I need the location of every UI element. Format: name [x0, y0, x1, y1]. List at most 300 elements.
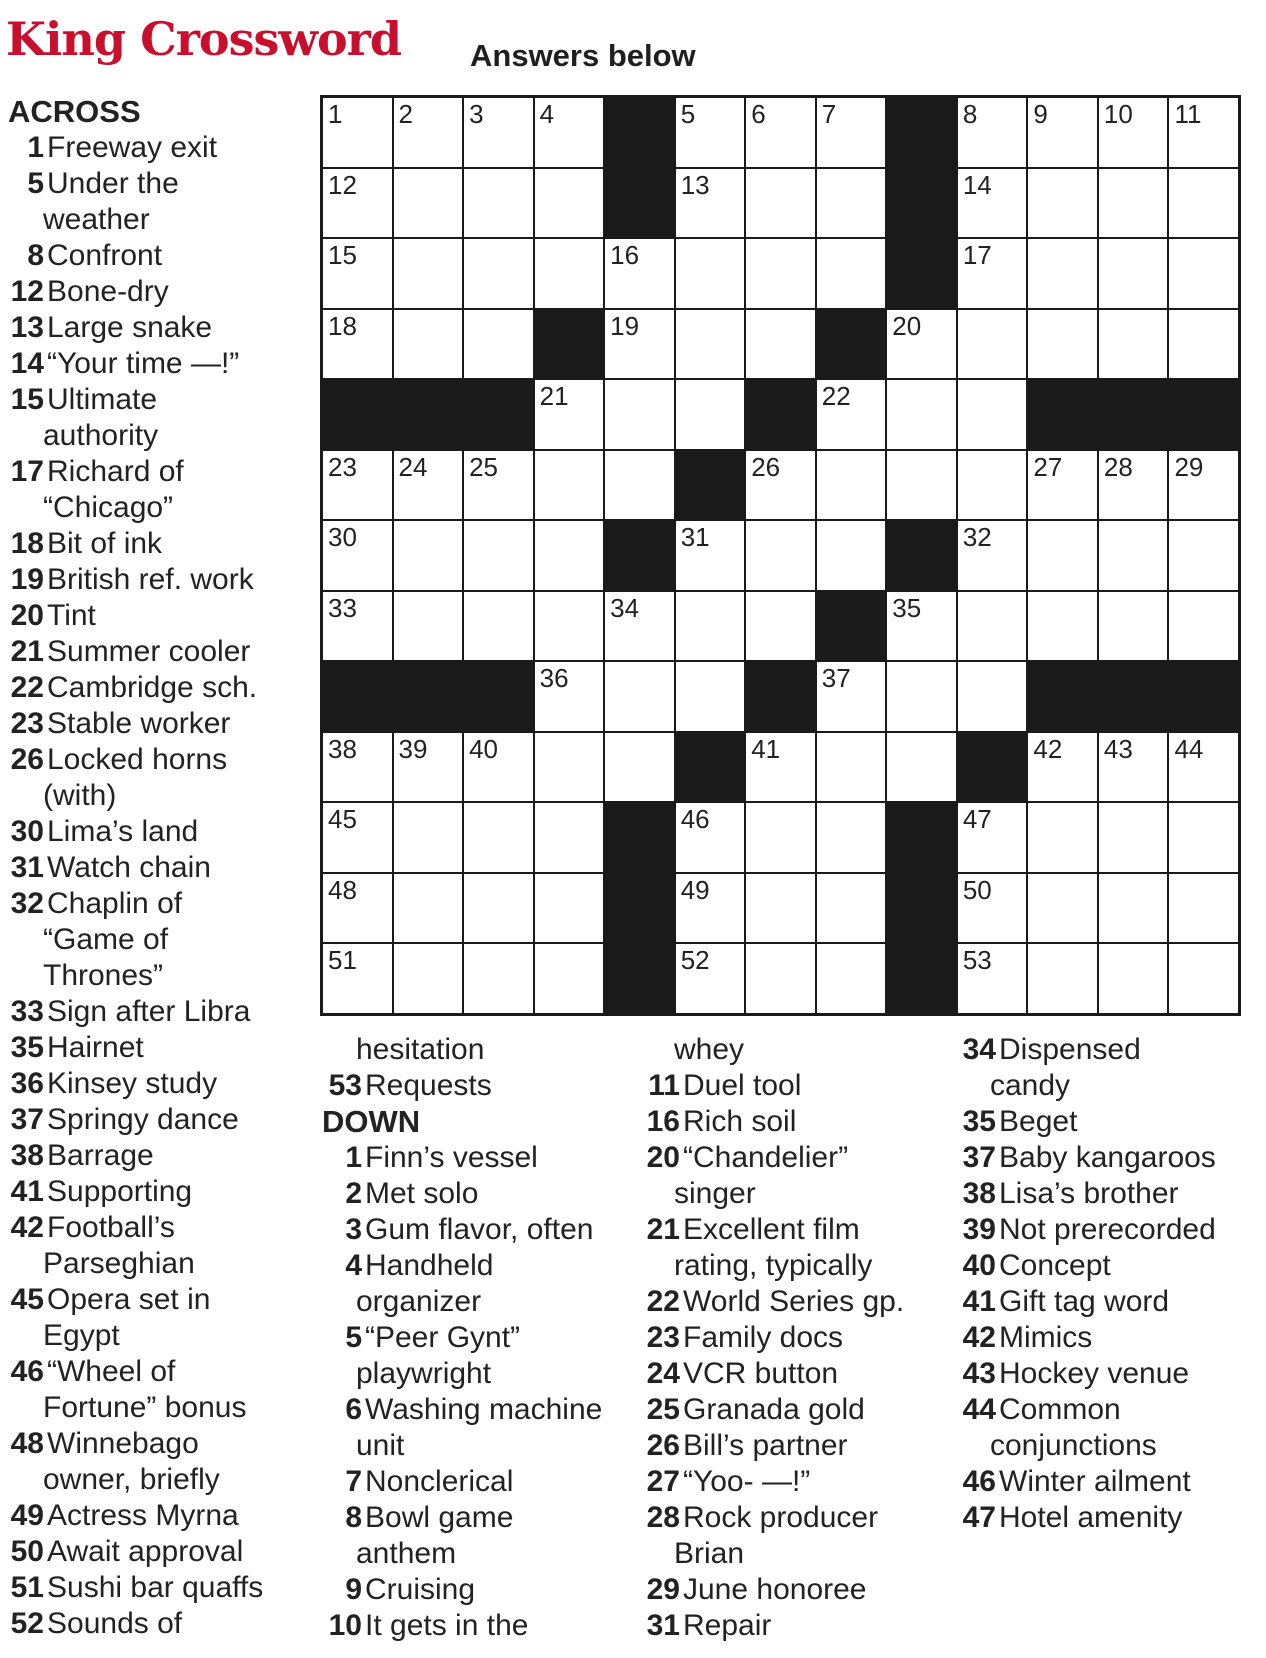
clue-text: “Chicago” — [43, 491, 174, 524]
grid-cell[interactable] — [535, 521, 604, 590]
clue-number: 20 — [10, 599, 44, 632]
cell-number: 50 — [962, 874, 992, 905]
clue-text: British ref. work — [47, 563, 254, 596]
grid-cell[interactable] — [464, 451, 533, 520]
cell-number: 44 — [1174, 733, 1204, 764]
black-square — [394, 662, 463, 731]
cell-number: 1 — [328, 99, 343, 129]
clue-text: Egypt — [43, 1319, 120, 1352]
clue — [956, 1464, 1261, 1500]
clue-text: Summer cooler — [47, 635, 251, 668]
black-square — [958, 733, 1027, 802]
grid-cell[interactable] — [323, 310, 392, 379]
grid-cell[interactable] — [605, 380, 674, 449]
clue — [8, 166, 300, 202]
grid-cell[interactable] — [1099, 592, 1168, 661]
clue-text: Bill’s partner — [683, 1429, 848, 1462]
grid-cell[interactable] — [535, 662, 604, 731]
grid-cell[interactable] — [535, 733, 604, 802]
clue-number: 25 — [646, 1393, 680, 1426]
cell-number: 20 — [892, 310, 922, 341]
clue-text: Duel tool — [683, 1069, 802, 1102]
grid-cell[interactable] — [676, 169, 745, 238]
grid-cell[interactable] — [605, 592, 674, 661]
clue — [8, 1102, 300, 1138]
grid-cell[interactable] — [1099, 98, 1168, 167]
clue — [8, 454, 300, 490]
grid-cell[interactable] — [746, 733, 815, 802]
clue-text: Not prerecorded — [999, 1213, 1216, 1246]
grid-cell[interactable] — [746, 592, 815, 661]
grid-cell[interactable] — [817, 451, 886, 520]
cell-number: 6 — [751, 99, 766, 129]
clue-continuation — [8, 922, 300, 958]
black-square — [817, 592, 886, 661]
grid-cell[interactable] — [464, 521, 533, 590]
grid-cell[interactable] — [958, 239, 1027, 308]
clue-text: Under the — [47, 167, 179, 200]
clue-number: 27 — [646, 1465, 680, 1498]
cell-number: 8 — [962, 99, 978, 129]
clue — [640, 1500, 945, 1536]
grid-cell[interactable] — [1099, 169, 1168, 238]
grid-cell[interactable] — [323, 944, 392, 1013]
grid-cell[interactable] — [1028, 592, 1097, 661]
clue-text: Lima’s land — [47, 815, 199, 848]
clue-number: 48 — [10, 1427, 44, 1460]
grid-cell[interactable] — [323, 874, 392, 943]
clue-continuation — [322, 1032, 622, 1068]
clue-text: “Chandelier” — [683, 1141, 849, 1174]
grid-cell[interactable] — [323, 733, 392, 802]
grid-cell[interactable] — [1028, 874, 1097, 943]
grid-cell[interactable] — [394, 592, 463, 661]
grid-cell[interactable] — [323, 98, 392, 167]
clue — [8, 1534, 300, 1570]
grid-cell[interactable] — [1099, 310, 1168, 379]
clue-number: 46 — [962, 1465, 996, 1498]
clue-text: Cruising — [365, 1573, 476, 1606]
black-square — [605, 944, 674, 1013]
clue — [956, 1032, 1261, 1068]
grid-cell[interactable] — [535, 239, 604, 308]
clue-text: VCR button — [683, 1357, 839, 1390]
grid-cell[interactable] — [1099, 944, 1168, 1013]
clue-number: 12 — [10, 275, 44, 308]
clue-text: Tint — [47, 599, 96, 632]
grid-cell[interactable] — [1028, 239, 1097, 308]
grid-cell[interactable] — [535, 874, 604, 943]
grid-cell[interactable] — [1028, 944, 1097, 1013]
grid-cell[interactable] — [676, 239, 745, 308]
clue-continuation — [640, 1032, 945, 1068]
clue — [956, 1140, 1261, 1176]
grid-cell[interactable] — [958, 310, 1027, 379]
clue-text: “Yoo- —!” — [683, 1465, 811, 1498]
grid-cell[interactable] — [817, 803, 886, 872]
clue-continuation — [322, 1428, 622, 1464]
section-heading: ACROSS — [8, 94, 141, 129]
clue-number: 7 — [345, 1465, 362, 1498]
black-square — [323, 380, 392, 449]
grid-cell[interactable] — [464, 310, 533, 379]
clue-text: Confront — [47, 239, 163, 272]
clue — [640, 1104, 945, 1140]
grid-cell[interactable] — [605, 310, 674, 379]
clue — [956, 1500, 1261, 1536]
grid-cell[interactable] — [394, 874, 463, 943]
grid-cell[interactable] — [1028, 98, 1097, 167]
clue-number: 35 — [10, 1031, 44, 1064]
grid-cell[interactable] — [605, 733, 674, 802]
clue-text: Springy dance — [47, 1103, 239, 1136]
cell-number: 3 — [469, 99, 484, 129]
clue-column-4 — [956, 1032, 1261, 1536]
clue — [8, 742, 300, 778]
grid-cell[interactable] — [394, 239, 463, 308]
grid-cell[interactable] — [535, 803, 604, 872]
grid-cell[interactable] — [394, 451, 463, 520]
clue — [8, 346, 300, 382]
clue-number: 19 — [10, 563, 44, 596]
clue — [322, 1248, 622, 1284]
grid-cell[interactable] — [958, 803, 1027, 872]
clue-continuation — [8, 418, 300, 454]
grid-cell[interactable] — [605, 239, 674, 308]
grid-cell[interactable] — [676, 380, 745, 449]
clue — [8, 1570, 300, 1606]
black-square — [887, 98, 956, 167]
clue-number: 23 — [10, 707, 44, 740]
clue — [322, 1392, 622, 1428]
clue-text: Mimics — [999, 1321, 1093, 1354]
grid-cell[interactable] — [1028, 169, 1097, 238]
clue-text: rating, typically — [674, 1249, 873, 1282]
grid-cell[interactable] — [535, 98, 604, 167]
cell-number: 27 — [1033, 451, 1063, 482]
grid-cell[interactable] — [1028, 521, 1097, 590]
grid-cell[interactable] — [464, 874, 533, 943]
clue-number: 46 — [10, 1355, 44, 1388]
grid-cell[interactable] — [1169, 169, 1238, 238]
cell-number: 33 — [328, 592, 357, 623]
cell-number: 12 — [328, 169, 357, 200]
black-square — [605, 169, 674, 238]
grid-cell[interactable] — [323, 239, 392, 308]
clue-column-1 — [8, 94, 300, 1642]
grid-cell[interactable] — [464, 592, 533, 661]
clue — [956, 1176, 1261, 1212]
grid-cell[interactable] — [746, 451, 815, 520]
black-square — [464, 662, 533, 731]
cell-number: 47 — [962, 804, 992, 835]
grid-cell[interactable] — [676, 98, 745, 167]
clue-text: Hockey venue — [999, 1357, 1190, 1390]
black-square — [746, 662, 815, 731]
clue-text: Large snake — [47, 311, 213, 344]
grid-cell[interactable] — [887, 662, 956, 731]
clue-text: Locked horns — [47, 743, 228, 776]
grid-cell[interactable] — [958, 521, 1027, 590]
clue-text: Watch chain — [47, 851, 211, 884]
black-square — [887, 239, 956, 308]
grid-cell[interactable] — [1169, 521, 1238, 590]
clue — [8, 1606, 300, 1642]
clue — [640, 1320, 945, 1356]
grid-cell[interactable] — [958, 944, 1027, 1013]
clue-continuation — [8, 1390, 300, 1426]
grid-cell[interactable] — [1169, 874, 1238, 943]
grid-cell[interactable] — [1169, 98, 1238, 167]
grid-cell[interactable] — [464, 239, 533, 308]
clue-text: Common — [999, 1393, 1121, 1426]
clue-text: Dispensed — [999, 1033, 1141, 1066]
grid-cell[interactable] — [887, 380, 956, 449]
grid-cell[interactable] — [958, 169, 1027, 238]
clue-number: 52 — [10, 1607, 44, 1640]
cell-number: 7 — [821, 99, 837, 129]
grid-cell[interactable] — [394, 521, 463, 590]
grid-cell[interactable] — [746, 98, 815, 167]
clue-text: Brian — [674, 1537, 745, 1570]
clue-text: Handheld — [365, 1249, 494, 1282]
grid-cell[interactable] — [535, 944, 604, 1013]
grid-cell[interactable] — [1169, 944, 1238, 1013]
grid-cell[interactable] — [323, 521, 392, 590]
black-square — [676, 451, 745, 520]
grid-cell[interactable] — [535, 592, 604, 661]
grid-cell[interactable] — [676, 874, 745, 943]
cell-number: 31 — [680, 522, 710, 553]
clue-number: 5 — [27, 167, 44, 200]
clue — [640, 1284, 945, 1320]
clue-text: It gets in the — [365, 1609, 529, 1642]
grid-cell[interactable] — [1099, 733, 1168, 802]
clue-text: Parseghian — [43, 1247, 195, 1280]
grid-cell[interactable] — [394, 169, 463, 238]
clue-text: Kinsey study — [47, 1067, 218, 1100]
grid-cell[interactable] — [464, 169, 533, 238]
grid-cell[interactable] — [1169, 733, 1238, 802]
grid-cell[interactable] — [887, 592, 956, 661]
grid-cell[interactable] — [394, 944, 463, 1013]
grid-cell[interactable] — [958, 380, 1027, 449]
grid-cell[interactable] — [323, 803, 392, 872]
clue-text: Bit of ink — [47, 527, 163, 560]
grid-cell[interactable] — [394, 98, 463, 167]
grid-cell[interactable] — [887, 733, 956, 802]
grid-cell[interactable] — [323, 451, 392, 520]
grid-cell[interactable] — [817, 944, 886, 1013]
grid-cell[interactable] — [1099, 803, 1168, 872]
grid-cell[interactable] — [817, 239, 886, 308]
grid-cell[interactable] — [958, 592, 1027, 661]
clue — [8, 886, 300, 922]
clue — [8, 634, 300, 670]
grid-cell[interactable] — [676, 521, 745, 590]
clue-text: Hairnet — [47, 1031, 144, 1064]
cell-number: 32 — [962, 522, 992, 553]
grid-cell[interactable] — [676, 803, 745, 872]
clue-column-3 — [640, 1032, 945, 1644]
grid-cell[interactable] — [1169, 310, 1238, 379]
grid-cell[interactable] — [464, 944, 533, 1013]
black-square — [887, 944, 956, 1013]
clue-number: 15 — [10, 383, 44, 416]
grid-cell[interactable] — [676, 662, 745, 731]
clue-text: Baby kangaroos — [999, 1141, 1216, 1174]
clue-number: 31 — [10, 851, 44, 884]
cell-number: 24 — [398, 451, 428, 482]
cell-number: 29 — [1174, 451, 1204, 482]
grid-cell[interactable] — [1099, 451, 1168, 520]
grid-cell[interactable] — [817, 521, 886, 590]
clue-number: 13 — [10, 311, 44, 344]
clue-continuation — [322, 1284, 622, 1320]
grid-cell[interactable] — [1028, 310, 1097, 379]
grid-cell[interactable] — [464, 733, 533, 802]
clue-text: Winter ailment — [999, 1465, 1191, 1498]
clue — [640, 1212, 945, 1248]
grid-cell[interactable] — [464, 98, 533, 167]
grid-cell[interactable] — [817, 733, 886, 802]
cell-number: 2 — [398, 99, 413, 129]
black-square — [1099, 662, 1168, 731]
grid-cell[interactable] — [1099, 874, 1168, 943]
clue-text: Football’s — [47, 1211, 175, 1244]
clue-text: “Wheel of — [47, 1355, 176, 1388]
clue-text: Freeway exit — [47, 131, 218, 164]
grid-cell[interactable] — [605, 662, 674, 731]
grid-cell[interactable] — [1099, 521, 1168, 590]
clue-text: candy — [990, 1069, 1071, 1102]
grid-cell[interactable] — [1169, 592, 1238, 661]
grid-cell[interactable] — [817, 169, 886, 238]
grid-cell[interactable] — [746, 169, 815, 238]
cell-number: 52 — [680, 945, 710, 976]
grid-cell[interactable] — [1169, 239, 1238, 308]
grid-cell[interactable] — [746, 239, 815, 308]
clue-continuation — [8, 778, 300, 814]
clue-number: 22 — [646, 1285, 680, 1318]
clue — [8, 562, 300, 598]
grid-cell[interactable] — [887, 310, 956, 379]
clue-text: Gum flavor, often — [365, 1213, 594, 1246]
clue-number: 28 — [646, 1501, 680, 1534]
clue-text: “Peer Gynt” — [365, 1321, 521, 1354]
grid-cell[interactable] — [535, 451, 604, 520]
grid-cell[interactable] — [746, 874, 815, 943]
clue-number: 26 — [646, 1429, 680, 1462]
clue-continuation — [8, 1246, 300, 1282]
grid-cell[interactable] — [887, 451, 956, 520]
clue — [8, 238, 300, 274]
cell-number: 11 — [1174, 99, 1202, 129]
grid-cell[interactable] — [676, 592, 745, 661]
grid-cell[interactable] — [464, 803, 533, 872]
cell-number: 16 — [610, 240, 640, 271]
clue-text: Rock producer — [683, 1501, 879, 1534]
clue-text: Actress Myrna — [47, 1499, 239, 1532]
black-square — [605, 874, 674, 943]
clue-number: 53 — [328, 1069, 362, 1102]
clue-number: 51 — [10, 1571, 44, 1604]
clue-number: 45 — [10, 1283, 44, 1316]
grid-cell[interactable] — [958, 874, 1027, 943]
grid-cell[interactable] — [746, 310, 815, 379]
clue-text: Rich soil — [683, 1105, 797, 1138]
clue-number: 14 — [10, 347, 44, 380]
cell-number: 35 — [892, 592, 922, 623]
grid-cell[interactable] — [1028, 803, 1097, 872]
grid-cell[interactable] — [746, 944, 815, 1013]
grid-cell[interactable] — [676, 310, 745, 379]
grid-cell[interactable] — [746, 521, 815, 590]
cell-number: 19 — [610, 310, 640, 341]
grid-cell[interactable] — [958, 98, 1027, 167]
black-square — [746, 380, 815, 449]
grid-cell[interactable] — [323, 169, 392, 238]
cell-number: 40 — [469, 733, 498, 764]
black-square — [1028, 380, 1097, 449]
grid-cell[interactable] — [676, 944, 745, 1013]
clue-text: Cambridge sch. — [47, 671, 258, 704]
clue-text: Requests — [365, 1069, 492, 1102]
grid-cell[interactable] — [394, 310, 463, 379]
grid-cell[interactable] — [394, 733, 463, 802]
clue — [956, 1248, 1261, 1284]
grid-cell[interactable] — [1169, 451, 1238, 520]
grid-cell[interactable] — [817, 98, 886, 167]
grid-cell[interactable] — [535, 169, 604, 238]
grid-cell[interactable] — [817, 662, 886, 731]
cell-number: 13 — [680, 169, 710, 200]
clue-text: Fortune” bonus — [43, 1391, 247, 1424]
grid-cell[interactable] — [605, 451, 674, 520]
grid-cell[interactable] — [1028, 451, 1097, 520]
clue — [8, 1354, 300, 1390]
clue-number: 31 — [646, 1609, 680, 1642]
grid-cell[interactable] — [817, 874, 886, 943]
clue-number: 21 — [646, 1213, 680, 1246]
clue — [640, 1464, 945, 1500]
cell-number: 18 — [328, 310, 357, 341]
grid-cell[interactable] — [1099, 239, 1168, 308]
clue-continuation — [640, 1536, 945, 1572]
clue — [640, 1356, 945, 1392]
clue-continuation — [8, 202, 300, 238]
grid-cell[interactable] — [1028, 733, 1097, 802]
clue-number: 39 — [962, 1213, 996, 1246]
grid-cell[interactable] — [817, 380, 886, 449]
grid-cell[interactable] — [958, 451, 1027, 520]
clue-continuation — [8, 490, 300, 526]
grid-cell[interactable] — [394, 803, 463, 872]
grid-cell[interactable] — [323, 592, 392, 661]
grid-cell[interactable] — [958, 662, 1027, 731]
grid-cell[interactable] — [535, 380, 604, 449]
clue — [640, 1140, 945, 1176]
clue-text: Stable worker — [47, 707, 231, 740]
cell-number: 53 — [962, 945, 992, 976]
clue-number: 34 — [962, 1033, 996, 1066]
cell-number: 48 — [328, 874, 357, 905]
grid-cell[interactable] — [1169, 803, 1238, 872]
clue-text: singer — [674, 1177, 756, 1210]
black-square — [676, 733, 745, 802]
grid-cell[interactable] — [746, 803, 815, 872]
black-square — [1169, 662, 1238, 731]
